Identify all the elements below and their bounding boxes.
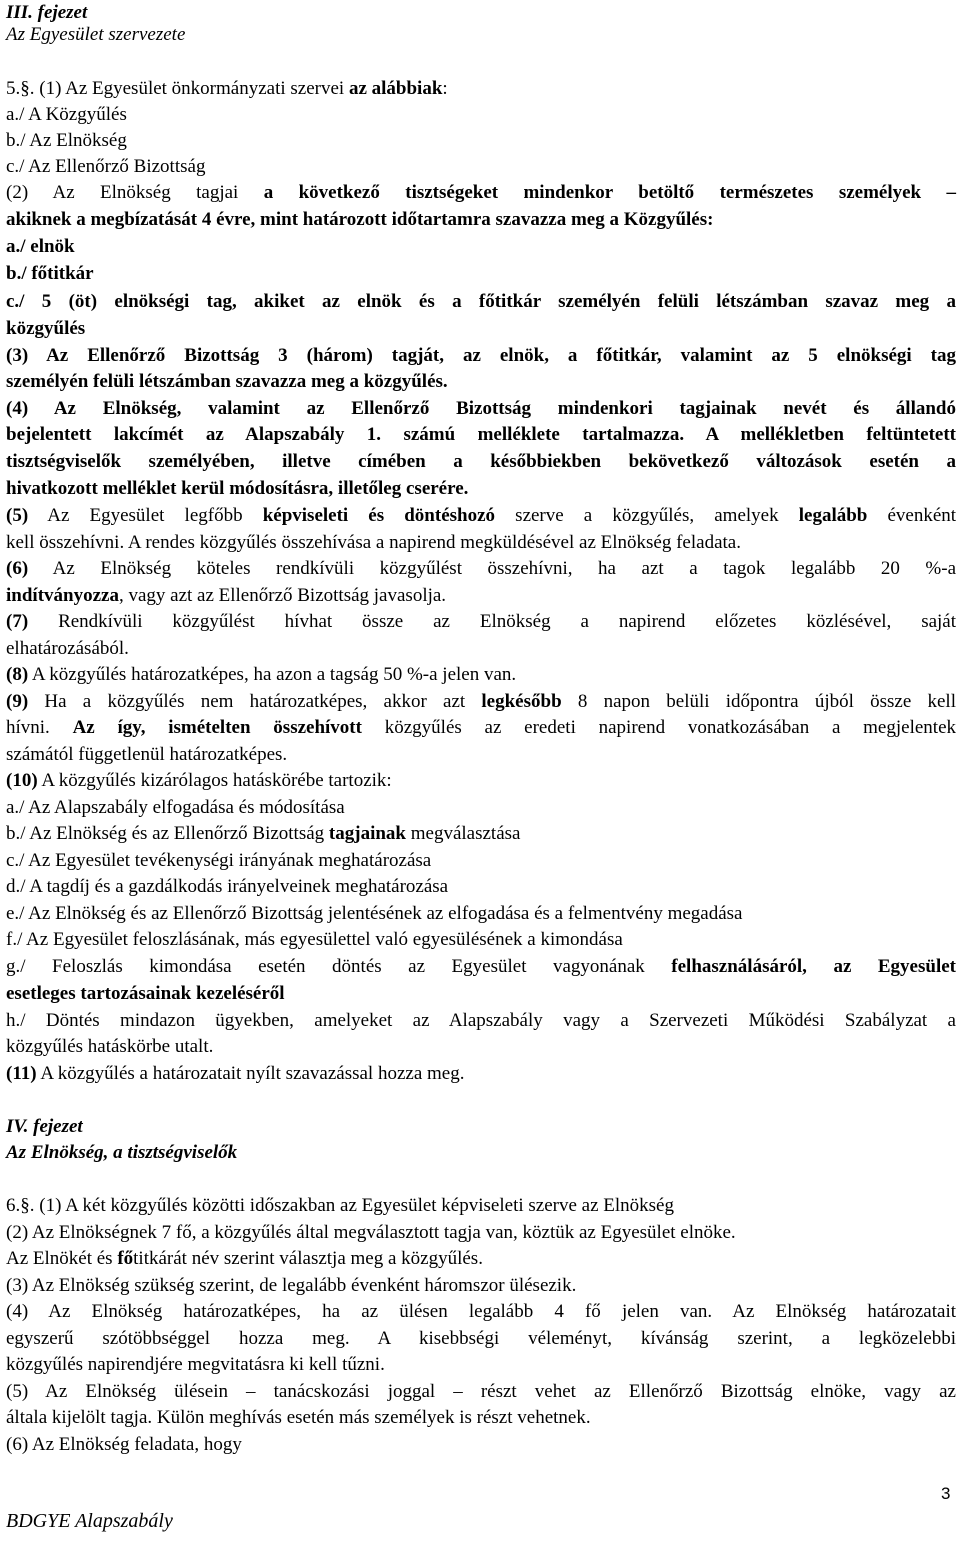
paragraph-line: közgyűlés <box>6 318 86 339</box>
list-item: g./ Feloszlás kimondása esetén döntés az Egyesület vagyonának felhasználásáról, az Egyesület <box>6 956 956 977</box>
paragraph-line: tisztségviselők személyében, illetve címében a későbbiekben bekövetkező változások esetén a <box>6 451 956 472</box>
list-item: b./ Az Elnökség <box>6 130 127 151</box>
list-item: c./ Az Egyesület tevékenységi irányának meghatározása <box>6 850 432 871</box>
paragraph-line: egyszerű szótöbbséggel hozza meg. A kisebbségi véleményt, kívánság szerint, a legközelebbi <box>6 1328 956 1349</box>
chapter-title: Az Egyesület szervezete <box>6 24 186 45</box>
list-item: e./ Az Elnökség és az Ellenőrző Bizottság jelentésének az elfogadása és a felmentvény megadása <box>6 903 743 924</box>
list-item: c./ Az Ellenőrző Bizottság <box>6 156 206 177</box>
paragraph-line: indítványozza, vagy azt az Ellenőrző Bizottság javasolja. <box>6 585 447 606</box>
footer-document-title: BDGYE Alapszabály <box>6 1510 173 1532</box>
paragraph-line: (4) Az Elnökség határozatképes, ha az ülésen legalább 4 fő jelen van. Az Elnökség határozatait <box>6 1301 956 1322</box>
paragraph-line: számától függetlenül határozatképes. <box>6 744 288 765</box>
paragraph-line: (2) Az Elnökségnek 7 fő, a közgyűlés által megválasztott tagja van, köztük az Egyesület elnöke. <box>6 1222 736 1243</box>
paragraph-line: (10) A közgyűlés kizárólagos hatáskörébe tartozik: <box>6 770 392 791</box>
list-item: a./ A Közgyűlés <box>6 104 127 125</box>
list-item: a./ elnök <box>6 236 75 257</box>
paragraph-line: (11) A közgyűlés a határozatait nyílt szavazással hozza meg. <box>6 1063 465 1084</box>
paragraph-line: 6.§. (1) A két közgyűlés közötti időszakban az Egyesület képviseleti szerve az Elnökség <box>6 1195 674 1216</box>
paragraph-line: kell összehívni. A rendes közgyűlés összehívása a napirend megküldésével az Elnökség feladata. <box>6 532 741 553</box>
paragraph-line: bejelentett lakcímét az Alapszabály 1. számú melléklete tartalmazza. A mellékletben feltüntetett <box>6 424 957 445</box>
paragraph-line: (5) Az Elnökség ülésein – tanácskozási joggal – részt vehet az Ellenőrző Bizottság elnöke, vagy az <box>6 1381 956 1402</box>
chapter-number: IV. fejezet <box>6 1116 83 1137</box>
paragraph-line: személyén felüli létszámban szavazza meg a közgyűlés. <box>6 371 448 392</box>
list-item: d./ A tagdíj és a gazdálkodás irányelveinek meghatározása <box>6 876 449 897</box>
paragraph-line: akiknek a megbízatását 4 évre, mint határozott időtartamra szavazza meg a Közgyűlés: <box>6 209 714 230</box>
list-item: h./ Döntés mindazon ügyekben, amelyeket az Alapszabály vagy a Szervezeti Működési Szabályzat a <box>6 1010 956 1031</box>
paragraph-line: Az Elnökét és főtitkárát név szerint választja meg a közgyűlés. <box>6 1248 483 1269</box>
paragraph-line: (9) Ha a közgyűlés nem határozatképes, akkor azt legkésőbb 8 napon belüli időpontra újból össze kell <box>6 691 956 712</box>
paragraph-line: hívni. Az így, ismételten összehívott közgyűlés az eredeti napirend vonatkozásában a megjelentek <box>6 717 957 738</box>
list-item: közgyűlés hatáskörbe utalt. <box>6 1036 214 1057</box>
paragraph-line: (7) Rendkívüli közgyűlést hívhat össze az Elnökség a napirend előzetes közlésével, saját <box>6 611 957 632</box>
list-item: c./ 5 (öt) elnökségi tag, akiket az elnök és a főtitkár személyén felüli létszámban szavaz meg a <box>6 291 956 312</box>
paragraph-line: elhatározásából. <box>6 638 129 659</box>
list-item: esetleges tartozásainak kezeléséről <box>6 983 285 1004</box>
chapter-number: III. fejezet <box>6 2 88 23</box>
list-item: b./ Az Elnökség és az Ellenőrző Bizottság tagjainak megválasztása <box>6 823 521 844</box>
paragraph-line: (2) Az Elnökség tagjai a következő tisztségeket mindenkor betöltő természetes személyek – <box>6 182 956 203</box>
paragraph-line: (3) Az Ellenőrző Bizottság 3 (három) tagját, az elnök, a főtitkár, valamint az 5 elnökségi tag <box>6 345 956 366</box>
page-number: 3 <box>941 1484 951 1503</box>
chapter-title: Az Elnökség, a tisztségviselők <box>6 1142 238 1163</box>
paragraph-line: (6) Az Elnökség köteles rendkívüli közgyűlést összehívni, ha azt a tagok legalább 20 %-a <box>6 558 957 579</box>
paragraph-line: (8) A közgyűlés határozatképes, ha azon a tagság 50 %-a jelen van. <box>6 664 517 685</box>
list-item: b./ főtitkár <box>6 263 94 284</box>
paragraph-line: 5.§. (1) Az Egyesület önkormányzati szervei az alábbiak: <box>6 78 448 99</box>
paragraph-line: közgyűlés napirendjére megvitatásra ki kell tűzni. <box>6 1354 385 1375</box>
paragraph-line: általa kijelölt tagja. Külön meghívás esetén más személyek is részt vehetnek. <box>6 1407 591 1428</box>
paragraph-line: (6) Az Elnökség feladata, hogy <box>6 1434 242 1455</box>
paragraph-line: (5) Az Egyesület legfőbb képviseleti és döntéshozó szerve a közgyűlés, amelyek legalább évenként <box>6 505 957 526</box>
list-item: a./ Az Alapszabály elfogadása és módosítása <box>6 797 345 818</box>
list-item: f./ Az Egyesület feloszlásának, más egyesülettel való egyesülésének a kimondása <box>6 929 623 950</box>
paragraph-line: (4) Az Elnökség, valamint az Ellenőrző Bizottság mindenkori tagjainak nevét és állandó <box>6 398 956 419</box>
paragraph-line: hivatkozott melléklet kerül módosításra, illetőleg cserére. <box>6 478 469 499</box>
paragraph-line: (3) Az Elnökség szükség szerint, de legalább évenként háromszor ülésezik. <box>6 1275 577 1296</box>
